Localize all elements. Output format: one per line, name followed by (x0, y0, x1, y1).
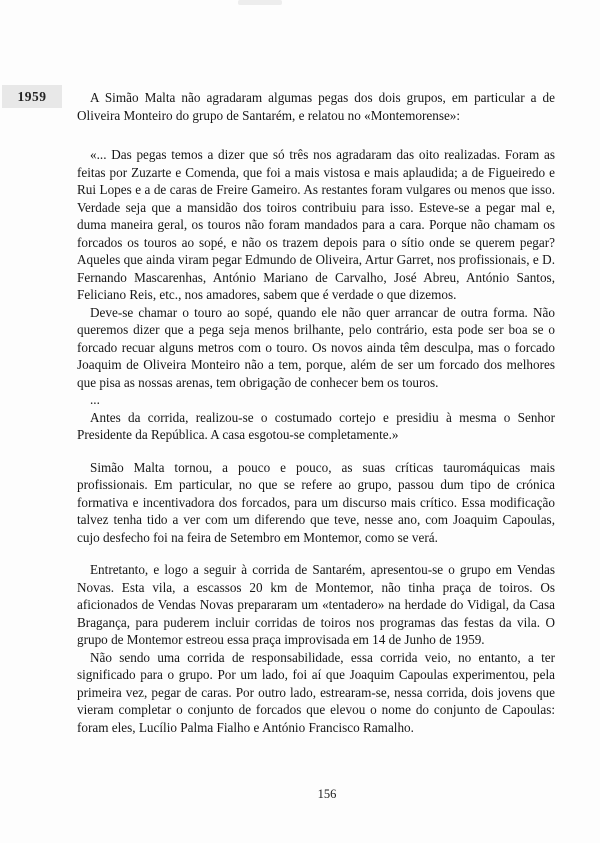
text-column (77, 89, 555, 736)
paragraph-quote-3: Antes da corrida, realizou-se o costumado cortejo e presidiu à mesma o Senhor Presidente da República. A casa esgotou-se completamente.» (77, 409, 555, 442)
paragraph-commentary: Simão Malta tornou, a pouco e pouco, as suas críticas tauromáquicas mais profissionais. Em particular, no que se refere ao grupo, passou dum tipo de crónica formativa e incentivadora dos forcados, para um discurso mais crítico. Essa modificação talvez tenha tido a ver com um diferendo que teve, nesse ano, com Joaquim Capoulas, cujo desfecho foi na feira de Setembro em Montemor, como se verá. (77, 459, 555, 545)
page-number: 156 (317, 787, 337, 801)
margin-year-marker: 1959 (2, 85, 62, 108)
scan-smudge (238, 0, 282, 5)
paragraph-vendas-novas: Entretanto, e logo a seguir à corrida de Santarém, apresentou-se o grupo em Vendas Novas. Esta vila, a escassos 20 km de Montemor, não tinha praça de toiros. Os aficionados de Vendas Novas prepararam um «tentadero» na herdade do Vidigal, da Casa Bragança, para puderem incluir corridas de toiros nos programas das festas da vila. O grupo de Montemor estreou essa praça improvisada em 14 de Junho de 1959. (77, 562, 555, 647)
paragraph-quote-1: «... Das pegas temos a dizer que só três nos agradaram das oito realizadas. Foram as feitas por Zuzarte e Comenda, que foi a mais vistosa e mais aplaudida; a de Figueiredo e Rui Lopes e a de caras de Freire Gameiro. As restantes foram vulgares ou menos que isso. Verdade seja que a mansidão dos toiros contribuiu para isso. Esteve-se a pegar mal e, duma maneira geral, os touros não foram mandados para a cara. Porque não chamam os forcados os touros ao sopé, e não os trazem depois para o sítio onde se querem pegar? Aqueles que ainda viram pegar Edmundo de Oliveira, Artur Garret, nos profissionais, e D. Fernando Mascarenhas, António Mariano de Carvalho, José Abreu, António Santos, Feliciano Reis, etc., nos amadores, sabem que é verdade o que dizemos. (77, 147, 555, 302)
paragraph-final: Não sendo uma corrida de responsabilidade, essa corrida veio, no entanto, a ter significado para o grupo. Por um lado, foi aí que Joaquim Capoulas experimentou, pela primeira vez, pegar de caras. Por outro lado, estrearam-se, nessa corrida, dois jovens que vieram completar o conjunto de forcados que elevou o nome do conjunto de Capoulas: foram eles, Lucílio Palma Fialho e António Francisco Ramalho. (77, 649, 555, 735)
paragraph-quote-2: Deve-se chamar o touro ao sopé, quando ele não quer arrancar de outra forma. Não queremos dizer que a pega seja menos brilhante, pelo contrário, esta pode ser boa se o forcado recuar alguns metros com o touro. Os novos ainda têm desculpa, mas o forcado Joaquim de Oliveira Monteiro não a tem, porque, além de ser um forcado dos melhores que pisa as nossas arenas, tem obrigação de conhecer bem os touros. (77, 304, 555, 390)
paragraph-quote-ellipsis: ... (90, 392, 100, 407)
paragraph-intro: A Simão Malta não agradaram algumas pegas dos dois grupos, em particular a de Oliveira Monteiro do grupo de Santarém, e relatou no «Montemorense»: (77, 90, 555, 123)
